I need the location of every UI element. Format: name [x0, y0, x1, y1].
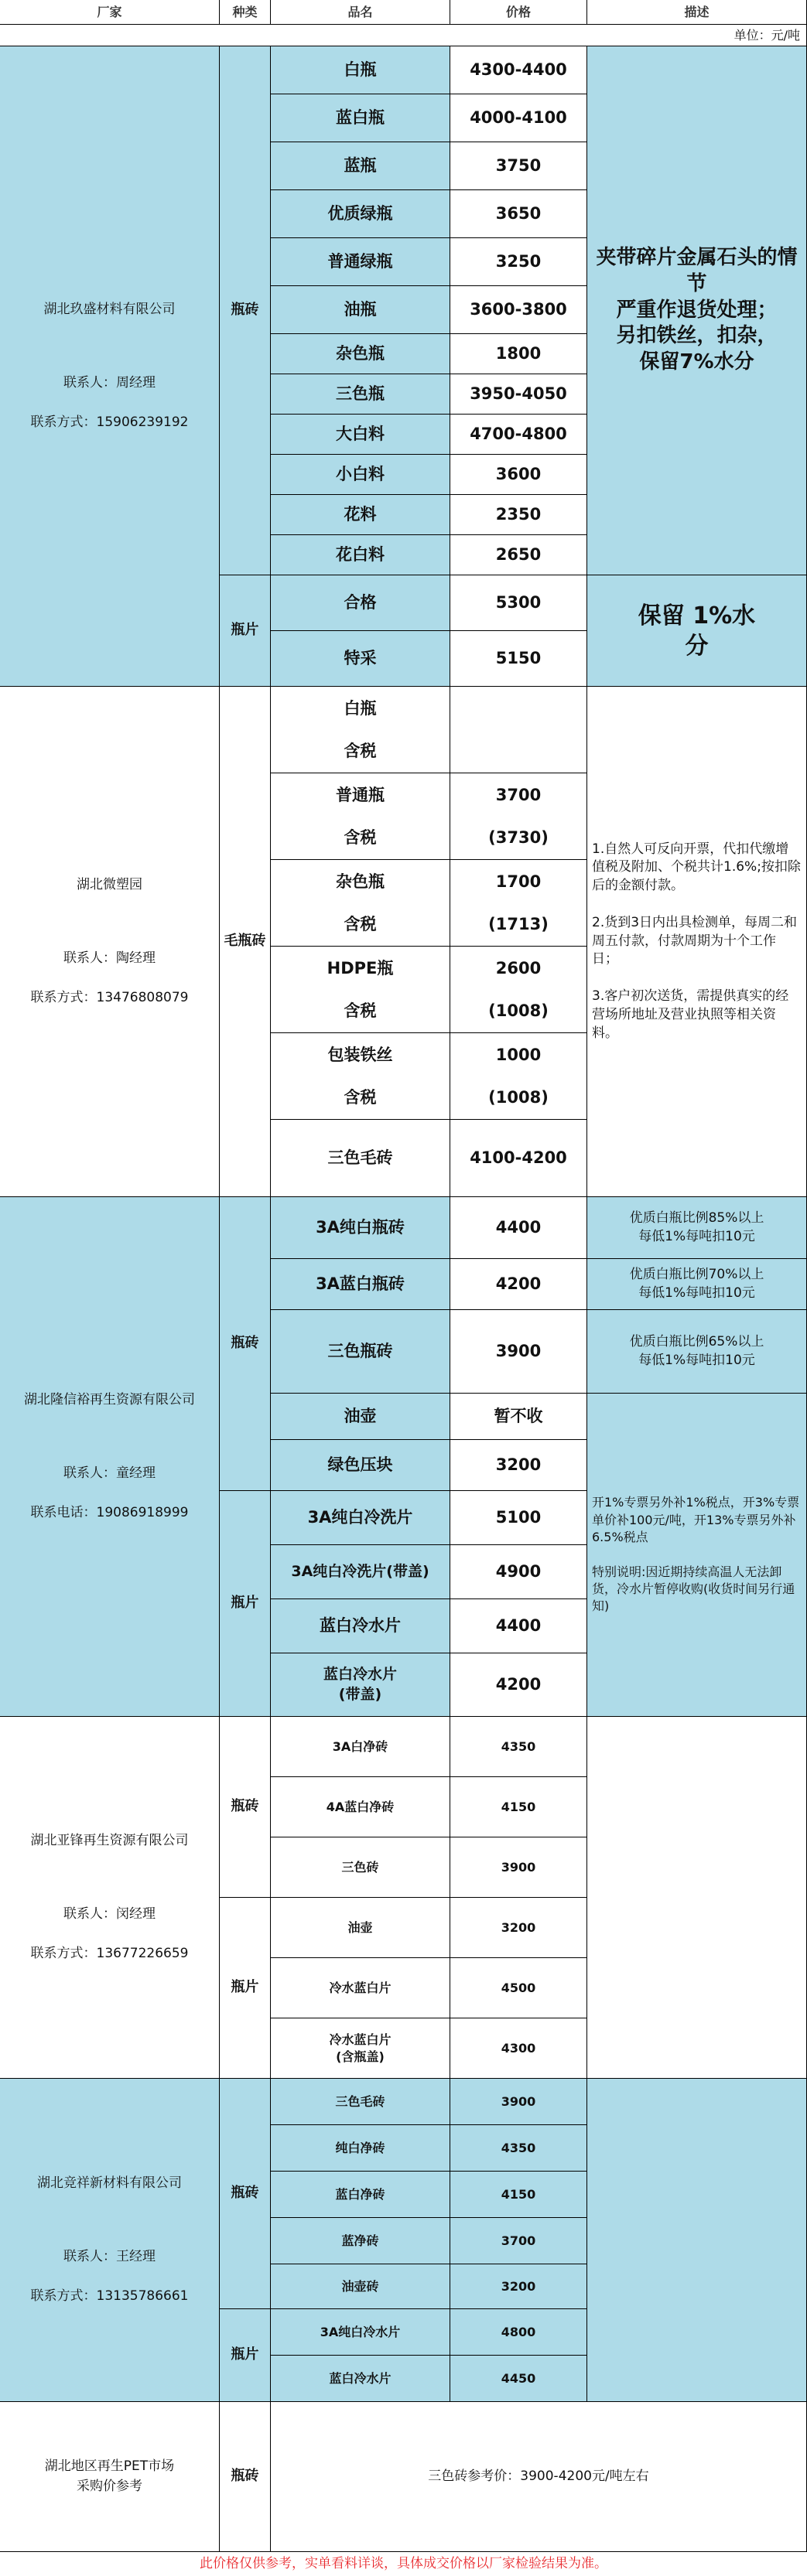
item-price: 4150 — [450, 1777, 587, 1837]
header-price: 价格 — [450, 0, 587, 25]
item-name: 油瓶 — [271, 286, 450, 334]
description: 优质白瓶比例65%以上 每低1%每吨扣10元 — [587, 1310, 807, 1394]
reference-price: 三色砖参考价：3900-4200元/吨左右 — [271, 2402, 807, 2552]
description: 开1%专票另外补1%税点，开3%专票单价补100元/吨，开13%专票另外补6.5%税点 特别说明:因近期持续高温人无法卸货，冷水片暂停收购(收货时间另行通知) — [587, 1394, 807, 1717]
company-name: 湖北亚锋再生资源有限公司 — [30, 1833, 189, 1848]
category-bottle-brick: 瓶砖 — [220, 1197, 271, 1491]
company-2 — [0, 687, 220, 1197]
item-price: 3250 — [450, 238, 587, 286]
header-description: 描述 — [587, 0, 807, 25]
header-category: 种类 — [220, 0, 271, 25]
description: 保留 1%水 分 — [587, 575, 807, 687]
item-price: 3950-4050 — [450, 374, 587, 415]
category-bottle-brick: 瓶砖 — [220, 46, 271, 575]
item-name: 杂色瓶 — [271, 334, 450, 374]
company-contact: 联系人：童经理 — [63, 1465, 156, 1481]
item-price: 3200 — [450, 2264, 587, 2309]
description: 优质白瓶比例70%以上 每低1%每吨扣10元 — [587, 1259, 807, 1310]
item-price: 4400 — [450, 1197, 587, 1259]
item-price: 1000 — [450, 1033, 587, 1076]
item-price: 4800 — [450, 2309, 587, 2356]
item-price: 4100-4200 — [450, 1120, 587, 1197]
item-price: 暂不收 — [450, 1394, 587, 1440]
company-phone: 联系电话：19086918999 — [30, 1504, 189, 1520]
header-item: 品名 — [271, 0, 450, 25]
item-price: 3200 — [450, 1440, 587, 1491]
item-price: 4000-4100 — [450, 94, 587, 142]
item-price: 3900 — [450, 1310, 587, 1394]
item-name: 3A纯白冷水片 — [271, 2309, 450, 2356]
item-name: 三色瓶砖 — [271, 1310, 450, 1394]
item-name: 油壶砖 — [271, 2264, 450, 2309]
item-price: 4700-4800 — [450, 415, 587, 455]
item-name: 纯白净砖 — [271, 2125, 450, 2172]
company-contact: 联系人：陶经理 — [63, 950, 156, 966]
item-name: 3A纯白冷洗片(带盖) — [271, 1545, 450, 1599]
company-name: 湖北竞祥新材料有限公司 — [36, 2175, 182, 2191]
item-name: 3A蓝白瓶砖 — [271, 1259, 450, 1310]
item-price: 3600 — [450, 455, 587, 495]
description: 夹带碎片金属石头的情节 严重作退货处理； 另扣铁丝，扣杂， 保留7%水分 — [587, 46, 807, 575]
item-price: 4450 — [450, 2356, 587, 2402]
item-price — [450, 687, 587, 773]
item-price: 2650 — [450, 535, 587, 575]
unit-label: 单位：元/吨 — [0, 25, 807, 46]
item-price: 4200 — [450, 1653, 587, 1717]
item-price: 3900 — [450, 1837, 587, 1898]
item-name: 三色砖 — [271, 1837, 450, 1898]
category-bottle-flake: 瓶片 — [220, 575, 271, 687]
item-name: 蓝净砖 — [271, 2218, 450, 2264]
item-price: 5150 — [450, 631, 587, 687]
item-name: 优质绿瓶 — [271, 190, 450, 238]
item-price: 3900 — [450, 2079, 587, 2125]
header-factory: 厂家 — [0, 0, 220, 25]
item-name: 蓝白净砖 — [271, 2172, 450, 2218]
item-name: 小白料 — [271, 455, 450, 495]
item-price: 3200 — [450, 1898, 587, 1958]
item-price: 4400 — [450, 1599, 587, 1653]
item-name: 含税 — [271, 730, 450, 773]
item-price: 4300-4400 — [450, 46, 587, 94]
item-name: 普通绿瓶 — [271, 238, 450, 286]
item-price: 3650 — [450, 190, 587, 238]
item-price: 4500 — [450, 1958, 587, 2018]
item-price: 3700 — [450, 773, 587, 817]
item-name: 3A纯白冷洗片 — [271, 1491, 450, 1545]
category-bottle-brick: 瓶砖 — [220, 2402, 271, 2552]
item-name: 含税 — [271, 1076, 450, 1120]
item-price: (3730) — [450, 817, 587, 860]
description-empty — [587, 2079, 807, 2402]
item-name: 4A蓝白净砖 — [271, 1777, 450, 1837]
company-contact: 联系人：王经理 — [63, 2248, 156, 2264]
item-name: 油壶 — [271, 1394, 450, 1440]
company-4 — [0, 1717, 220, 2079]
item-price: (1008) — [450, 990, 587, 1033]
item-name: 3A白净砖 — [271, 1717, 450, 1777]
item-price: (1008) — [450, 1076, 587, 1120]
category-raw-brick: 毛瓶砖 — [220, 687, 271, 1197]
item-price: 3600-3800 — [450, 286, 587, 334]
item-name: 普通瓶 — [271, 773, 450, 817]
description: 优质白瓶比例85%以上 每低1%每吨扣10元 — [587, 1197, 807, 1259]
item-price: 2350 — [450, 495, 587, 535]
company-contact: 联系人：闵经理 — [63, 1906, 156, 1922]
item-price: 4200 — [450, 1259, 587, 1310]
item-price: (1713) — [450, 903, 587, 947]
item-price: 3700 — [450, 2218, 587, 2264]
description: 1.自然人可反向开票，代扣代缴增值税及附加、个税共计1.6%;按扣除后的金额付款。 2.货到3日内出具检测单，每周二和周五付款，付款周期为十个工作日； 3.客户初次送货，需提供真实的经营场所地址及营业执照等相关资料。 — [587, 687, 807, 1197]
company-5 — [0, 2079, 220, 2402]
item-price: 2600 — [450, 947, 587, 990]
category-bottle-flake: 瓶片 — [220, 1491, 271, 1717]
item-name: 三色毛砖 — [271, 2079, 450, 2125]
item-name: 油壶 — [271, 1898, 450, 1958]
item-name: 大白料 — [271, 415, 450, 455]
company-phone: 联系方式：13135786661 — [30, 2288, 189, 2304]
item-price: 4350 — [450, 2125, 587, 2172]
item-name: 蓝白冷水片 (带盖) — [271, 1653, 450, 1717]
item-price: 5300 — [450, 575, 587, 631]
company-contact: 联系人：周经理 — [63, 374, 156, 391]
item-name: 含税 — [271, 817, 450, 860]
item-price: 4900 — [450, 1545, 587, 1599]
item-price: 3750 — [450, 142, 587, 190]
item-price: 4300 — [450, 2018, 587, 2079]
item-name: 合格 — [271, 575, 450, 631]
item-name: 三色毛砖 — [271, 1120, 450, 1197]
item-price: 4150 — [450, 2172, 587, 2218]
item-price: 1700 — [450, 860, 587, 903]
footer-note: 此价格仅供参考，实单看料详谈，具体成交价格以厂家检验结果为准。 — [200, 2556, 607, 2572]
item-name: 冷水蓝白片 — [271, 1958, 450, 2018]
company-name: 湖北隆信裕再生资源有限公司 — [24, 1392, 195, 1407]
item-name: HDPE瓶 — [271, 947, 450, 990]
item-price: 4350 — [450, 1717, 587, 1777]
item-name: 蓝白冷水片 — [271, 2356, 450, 2402]
category-bottle-brick: 瓶砖 — [220, 2079, 271, 2309]
item-name: 包装铁丝 — [271, 1033, 450, 1076]
item-name: 蓝白冷水片 — [271, 1599, 450, 1653]
company-phone: 联系方式：13677226659 — [30, 1945, 189, 1961]
category-bottle-flake: 瓶片 — [220, 2309, 271, 2402]
item-name: 蓝瓶 — [271, 142, 450, 190]
item-name: 3A纯白瓶砖 — [271, 1197, 450, 1259]
item-name: 白瓶 — [271, 687, 450, 730]
item-name: 花白料 — [271, 535, 450, 575]
category-bottle-flake: 瓶片 — [220, 1898, 271, 2079]
item-name: 含税 — [271, 990, 450, 1033]
item-price: 1800 — [450, 334, 587, 374]
company-name: 湖北玖盛材料有限公司 — [43, 302, 176, 317]
item-name: 杂色瓶 — [271, 860, 450, 903]
item-name: 花料 — [271, 495, 450, 535]
item-name: 含税 — [271, 903, 450, 947]
reference-region: 湖北地区再生PET市场 采购价参考 — [0, 2402, 220, 2552]
description-empty — [587, 1717, 807, 2079]
item-name: 白瓶 — [271, 46, 450, 94]
company-name: 湖北微塑园 — [76, 877, 142, 892]
item-name: 特采 — [271, 631, 450, 687]
company-1 — [0, 46, 220, 687]
company-3 — [0, 1197, 220, 1717]
company-phone: 联系方式：13476808079 — [30, 989, 189, 1005]
item-price: 5100 — [450, 1491, 587, 1545]
item-name: 蓝白瓶 — [271, 94, 450, 142]
item-name: 三色瓶 — [271, 374, 450, 415]
item-name: 绿色压块 — [271, 1440, 450, 1491]
item-name: 冷水蓝白片 (含瓶盖) — [271, 2018, 450, 2079]
category-bottle-brick: 瓶砖 — [220, 1717, 271, 1898]
company-phone: 联系方式：15906239192 — [30, 414, 189, 430]
